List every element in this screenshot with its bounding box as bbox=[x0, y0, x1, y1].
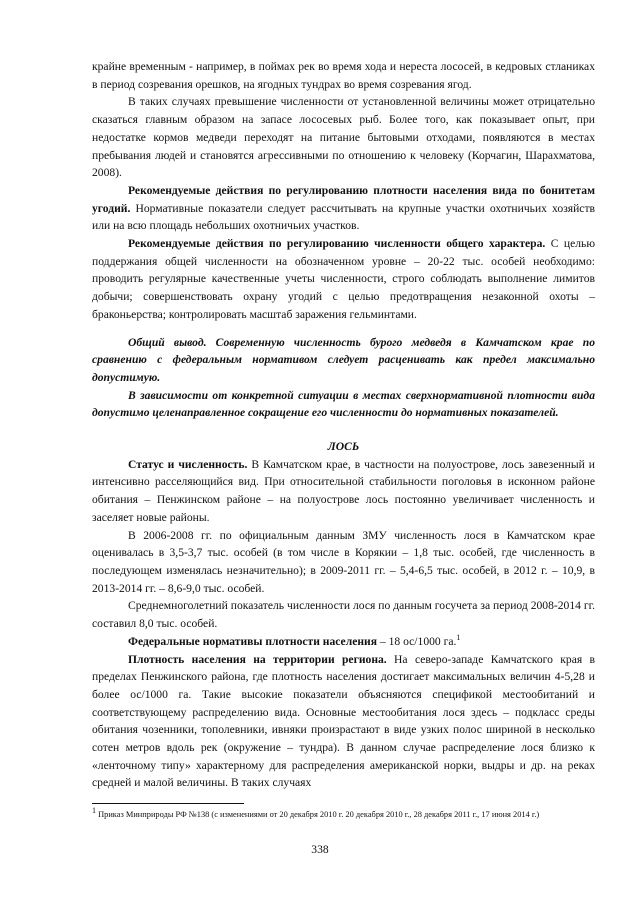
paragraph: крайне временным - например, в поймах рек во время хода и нереста лососей, в кедровых стланиках в период созревания орешков, на ягодных тундрах во время созревания ягод. bbox=[92, 60, 595, 91]
paragraph: В 2006-2008 гг. по официальным данным ЗМУ численность лося в Камчатском крае оценивалась в 3,5-3,7 тыс. особей (в том числе в Корякии – 1,8 тыс. особей, где численность в последующем изменялась незначительно); в 2009-2011 гг. – 5,4-6,5 тыс. особей, в 2012 г. – 10,9, в 2013-2014 гг. – 8,6-9,0 тыс. особей. bbox=[92, 528, 595, 595]
paragraph-text: – 18 ос/1000 га. bbox=[376, 634, 457, 648]
footnote-divider bbox=[92, 803, 244, 804]
footnote-text: Приказ Минприроды РФ №138 (с изменениями от 20 декабря 2010 г. 20 декабря 2010 г., 28 декабря 2011 г., 17 июня 2014 г.) bbox=[96, 810, 540, 819]
conclusion-paragraph: В зависимости от конкретной ситуации в местах сверхнормативной плотности вида допустимо целенаправленное сокращение его численности до нормативных показателей. bbox=[92, 388, 595, 420]
paragraph-lead: Плотность населения на территории региона. bbox=[128, 652, 387, 666]
paragraph-text: С целью поддержания общей численности на обозначенном уровне – 20-22 тыс. особей необходимо: проводить регулярные качественные учеты численности, строго соблюдать выполнение лимитов добычи; совершенствовать охрану угодий с целью предотвращения незаконной охоты – браконьерства; контролировать масштаб заражения гельминтами. bbox=[92, 237, 595, 321]
paragraph-lead: Статус и численность. bbox=[128, 457, 248, 471]
footnote bbox=[92, 806, 595, 820]
page-number: 338 bbox=[311, 843, 329, 856]
page-body bbox=[92, 58, 595, 792]
paragraph-lead: Рекомендуемые действия по регулированию численности общего характера. bbox=[128, 237, 546, 251]
paragraph bbox=[92, 235, 595, 324]
paragraph-text: На северо-западе Камчатского края в пределах Пенжинского района, где плотность населения достигает максимальных величин 4-5,28 и более ос/1000 га. Такие высокие показатели объясняются спецификой местообитаний и соответствующему распределению вида. Основные местообитания лося здесь – подкласс среды обитания чозенники, тополевники, ивняки произрастают в виде узких полос шириной в несколько сотен метров вдоль рек (окружение – тундра). В данном случае распределение лося близко к «ленточному типу» характерному для распределения американской норки, выдры и др. на реках средней и малой величины. В таких случаях bbox=[92, 652, 596, 790]
paragraph bbox=[92, 651, 595, 793]
paragraph bbox=[92, 633, 595, 651]
paragraph bbox=[92, 456, 595, 527]
footnote-ref[interactable]: 1 bbox=[456, 632, 461, 642]
paragraph-text: В Камчатском крае, в частности на полуострове, лось завезенный и интенсивно расселяющийся вид. При относительной стабильности поголовья в исконном районе обитания – Пенжинском районе – на полуострове лось постоянно увеличивает численность и заселяет новые районы. bbox=[92, 457, 595, 524]
paragraph: Среднемноголетний показатель численности лося по данным госучета за период 2008-2014 гг. составил 8,0 тыс. особей. bbox=[92, 599, 595, 631]
paragraph: В таких случаях превышение численности от установленной величины может отрицательно сказаться главным образом на запасе лососевых рыб. Более того, как показывает опыт, при недостатке кормов медведи переходят на питание бытовыми отходами, появляются в местах пребывания людей и становятся агрессивными по отношению к человеку (Корчагин, Шарахматова, 2008). bbox=[92, 95, 595, 180]
paragraph-text: Нормативные показатели следует рассчитывать на крупные участки охотничьих хозяйств или на всю площадь небольших охотничьих участков. bbox=[92, 201, 595, 233]
footnote-mark: 1 bbox=[92, 806, 96, 816]
paragraph-lead: Рекомендуемые действия по регулированию плотности населения вида по бонитетам угодий. bbox=[92, 183, 595, 215]
section-heading: ЛОСЬ bbox=[327, 440, 360, 454]
paragraph-lead: Федеральные нормативы плотности населения bbox=[128, 634, 377, 648]
paragraph bbox=[92, 182, 595, 235]
conclusion-paragraph: Общий вывод. Современную численность бурого медведя в Камчатском крае по сравнению с федеральным нормативом следует расценивать как предел максимально допустимую. bbox=[92, 335, 595, 384]
